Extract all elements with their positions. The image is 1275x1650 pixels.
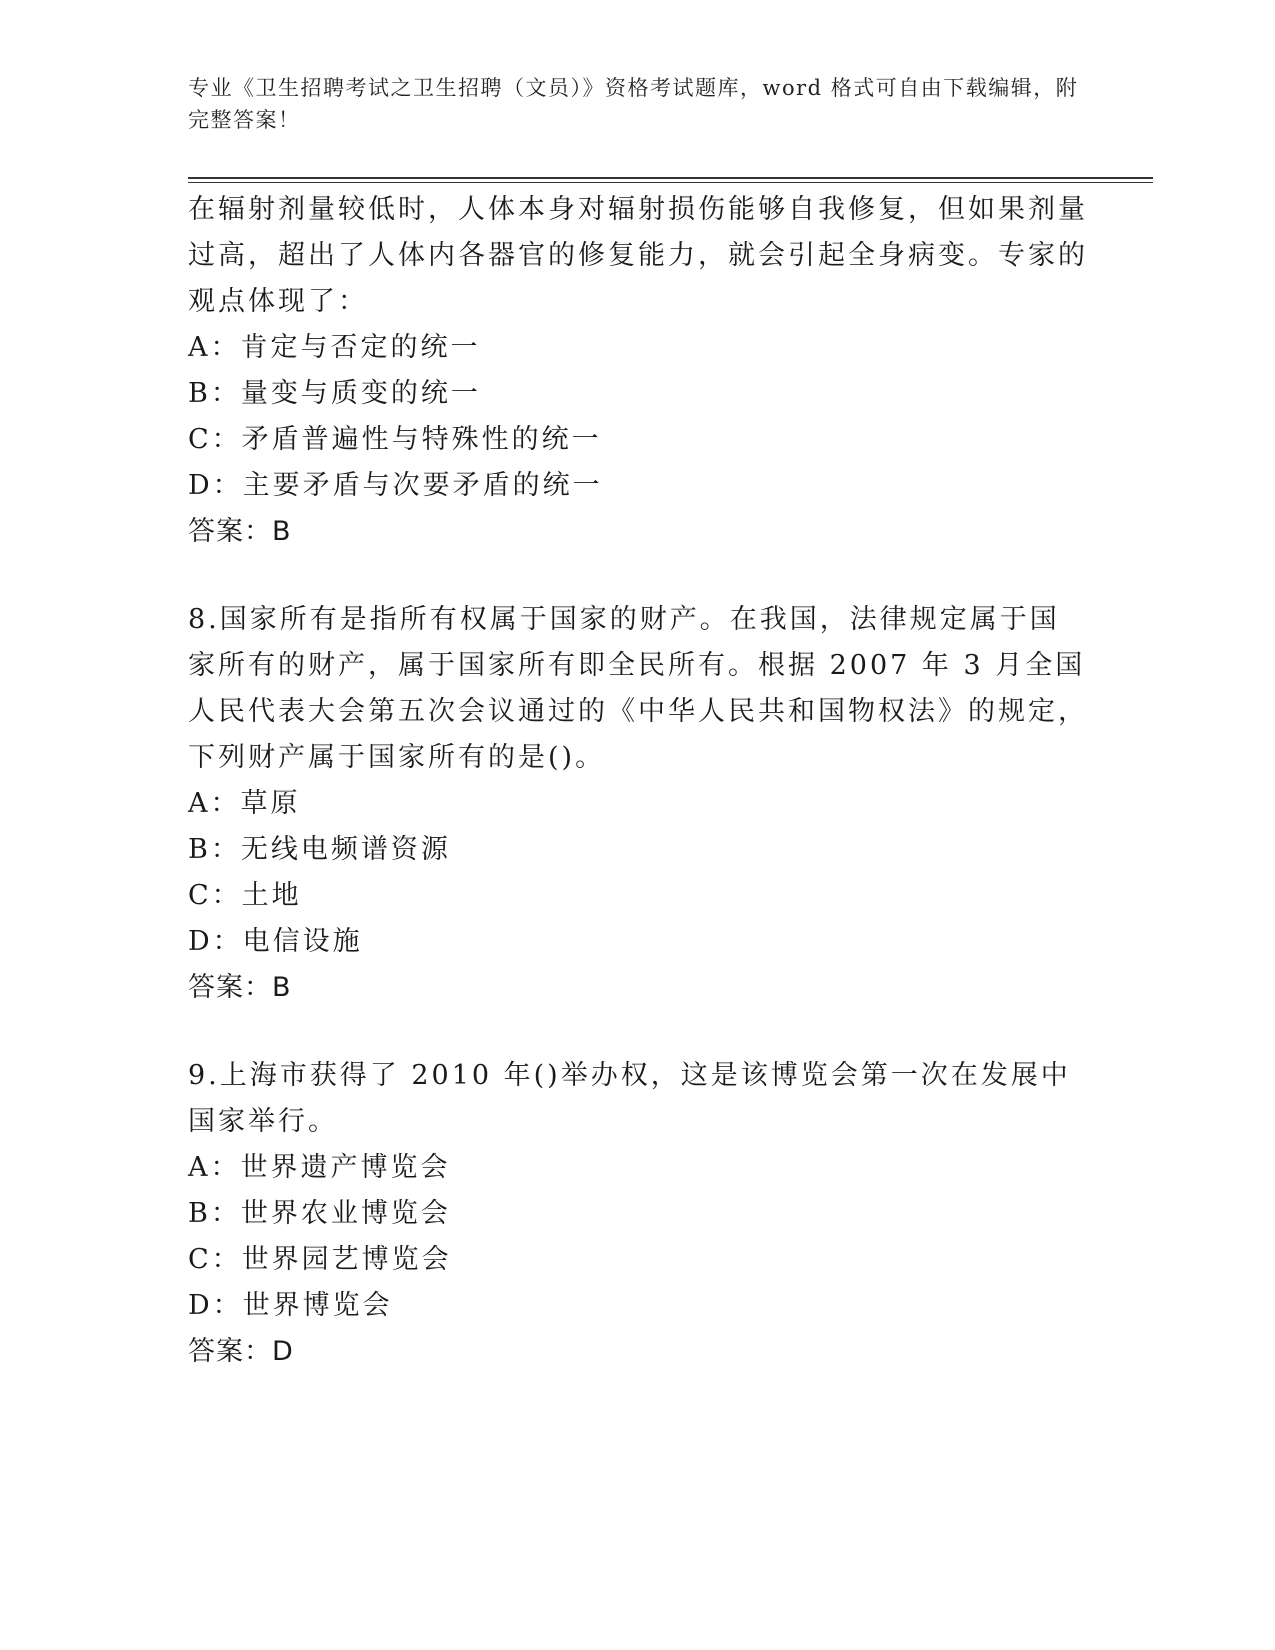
- option-c: C：世界园艺博览会: [188, 1244, 452, 1275]
- option-a: A：草原: [188, 788, 301, 819]
- option-b: B：世界农业博览会: [188, 1198, 451, 1229]
- option-d: D：主要矛盾与次要矛盾的统一: [188, 470, 603, 501]
- option-d: D：世界博览会: [188, 1290, 393, 1321]
- option-d: D：电信设施: [188, 926, 363, 957]
- question-spacer: [188, 1011, 1088, 1053]
- question-list: [188, 187, 1088, 1375]
- option-a: A：世界遗产博览会: [188, 1152, 451, 1183]
- option-c: C：土地: [188, 880, 302, 911]
- question-text: 9.上海市获得了 2010 年()举办权，这是该博览会第一次在发展中国家举行。: [188, 1060, 1071, 1137]
- question-7: [188, 187, 1088, 555]
- header-divider-thick: [188, 177, 1153, 179]
- option-b: B：量变与质变的统一: [188, 378, 481, 409]
- option-a: A：肯定与否定的统一: [188, 332, 481, 363]
- question-text: 在辐射剂量较低时，人体本身对辐射损伤能够自我修复，但如果剂量过高，超出了人体内各器官的修复能力，就会引起全身病变。专家的观点体现了：: [188, 194, 1088, 317]
- document-header: 专业《卫生招聘考试之卫生招聘（文员）》资格考试题库，word 格式可自由下载编辑，附完整答案！: [188, 76, 1079, 132]
- option-b: B：无线电频谱资源: [188, 834, 451, 865]
- question-9: [188, 1053, 1088, 1375]
- answer-line: 答案：D: [188, 1336, 294, 1367]
- option-c: C：矛盾普遍性与特殊性的统一: [188, 424, 602, 455]
- question-spacer: [188, 555, 1088, 597]
- question-8: [188, 597, 1088, 1011]
- header-divider-thin: [188, 182, 1153, 183]
- answer-line: 答案：B: [188, 972, 292, 1003]
- question-text: 8.国家所有是指所有权属于国家的财产。在我国，法律规定属于国家所有的财产，属于国家所有即全民所有。根据 2007 年 3 月全国人民代表大会第五次会议通过的《中华人民共和国物权法》的规定，下列财产属于国家所有的是()。: [188, 604, 1088, 773]
- answer-line: 答案：B: [188, 516, 292, 547]
